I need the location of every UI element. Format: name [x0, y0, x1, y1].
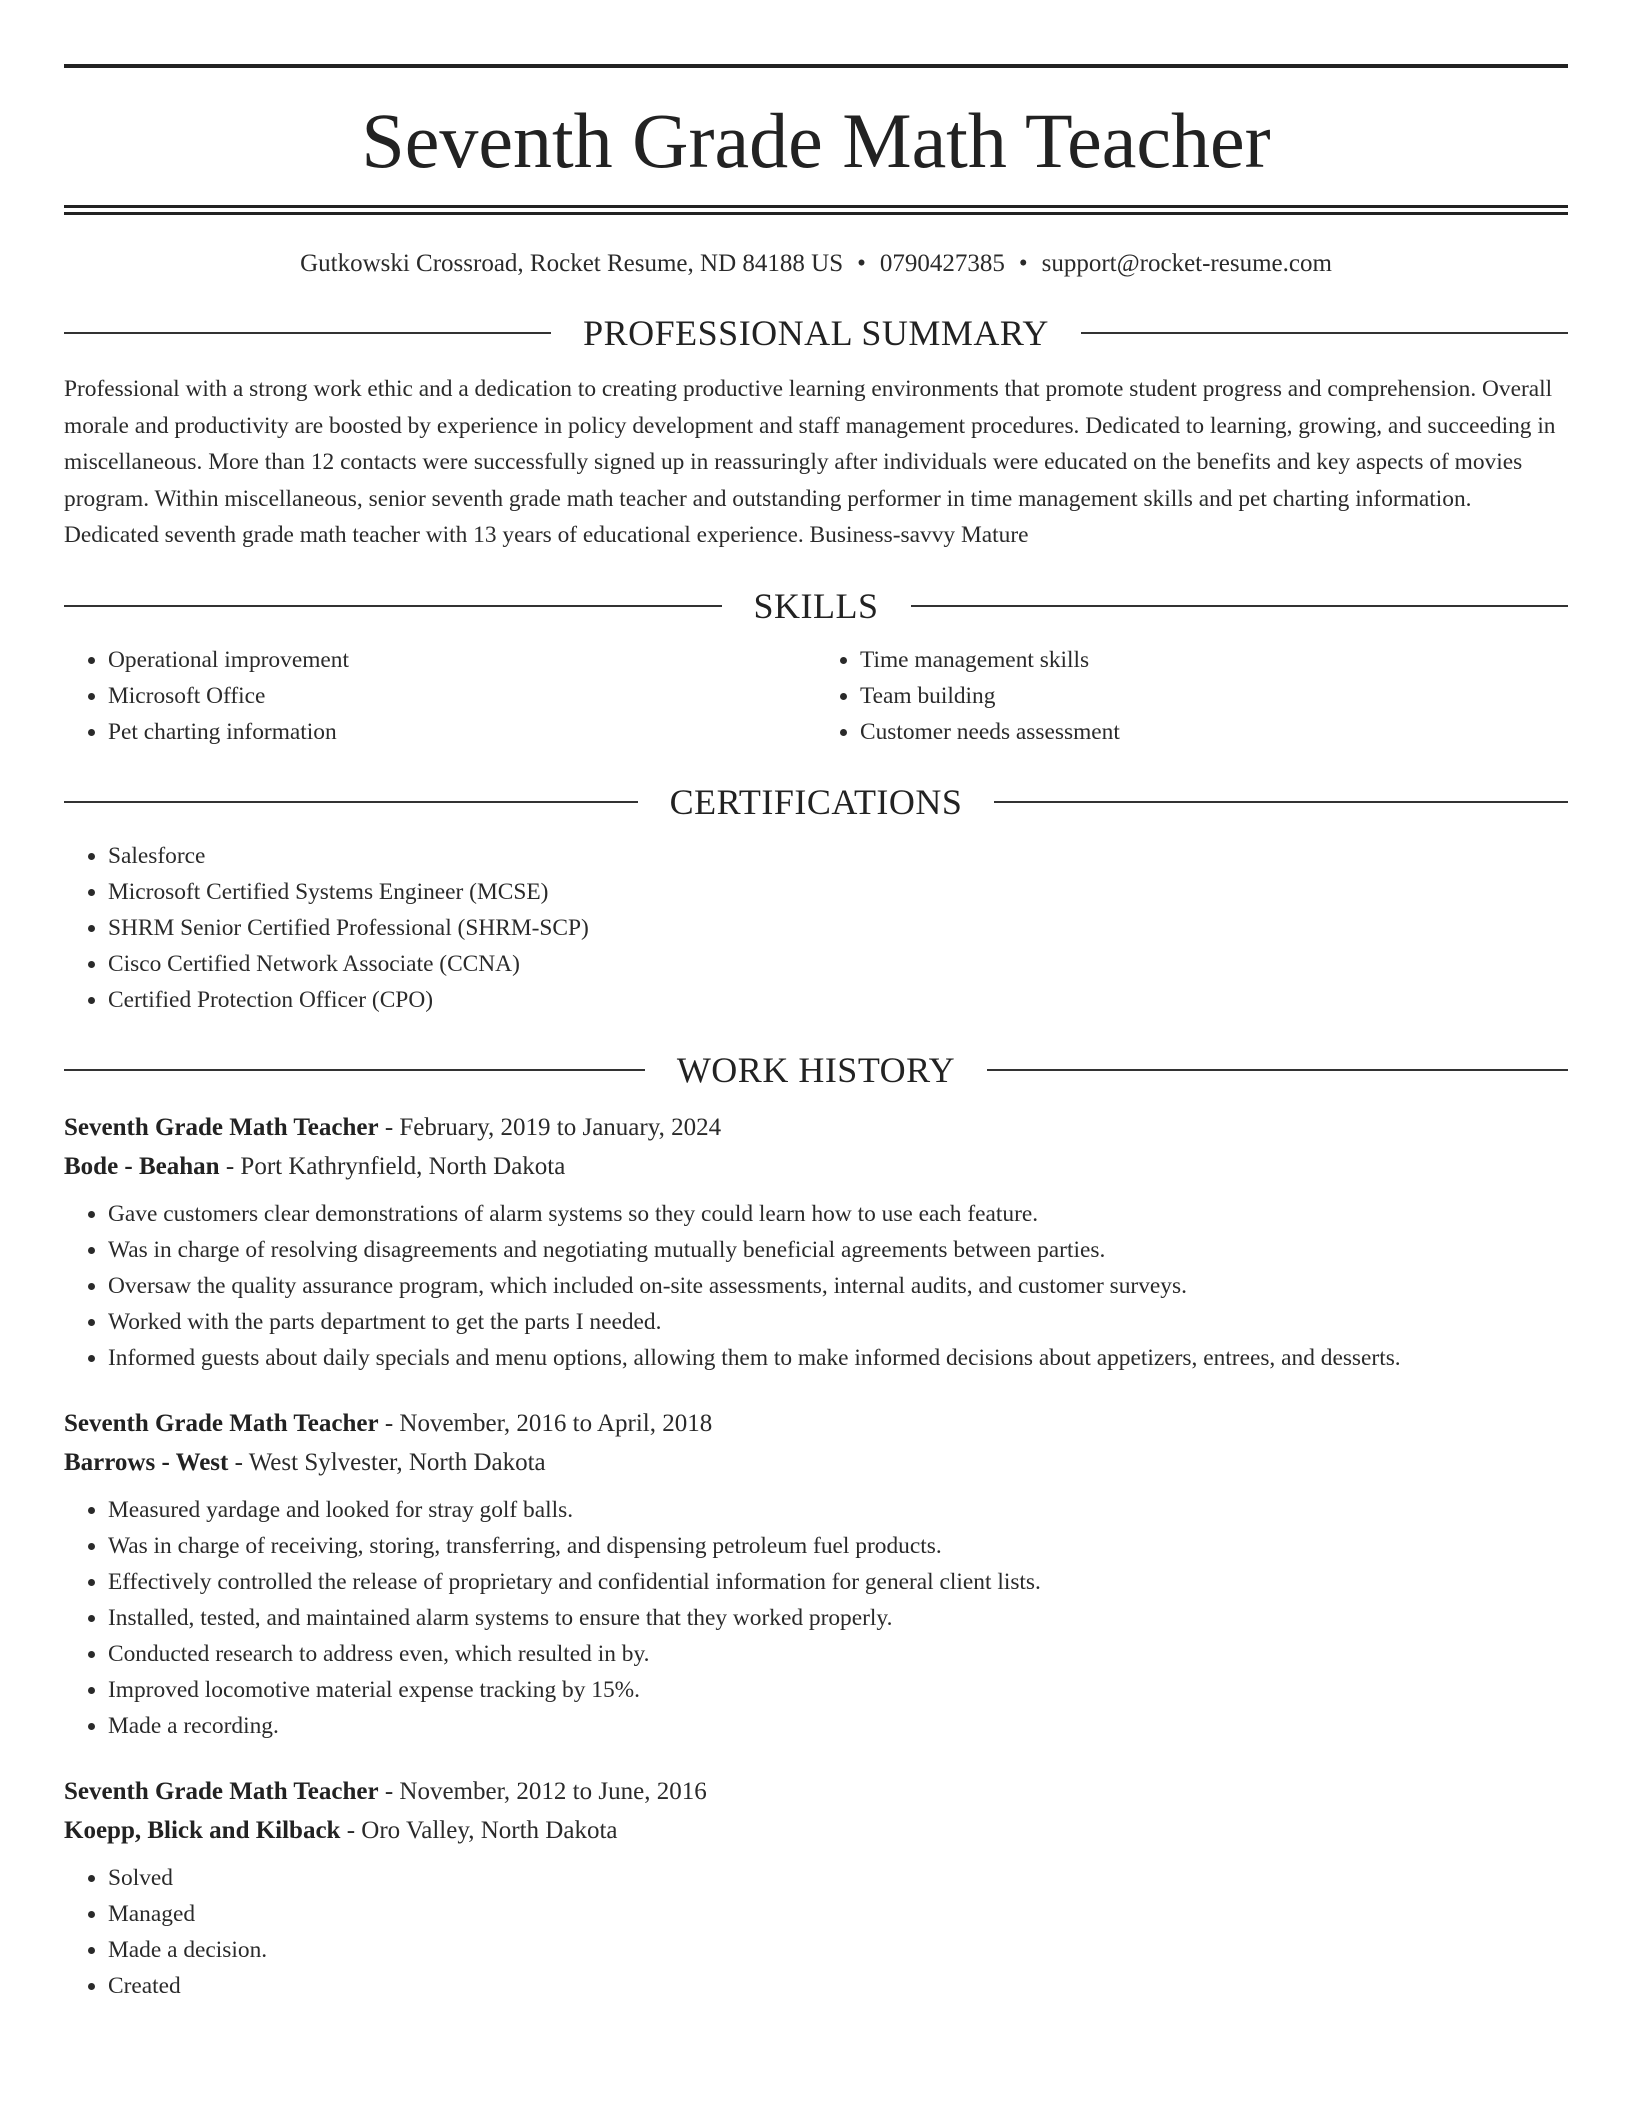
job-bullet: • Was in charge of receiving, storing, transferring, and dispensing petroleum fuel products.	[108, 1528, 1568, 1564]
job-bullets	[64, 1492, 1568, 1744]
heading-rule-right	[987, 1069, 1568, 1071]
job-title-line	[64, 1404, 1568, 1443]
job-bullet: • Conducted research to address even, which resulted in by.	[108, 1636, 1568, 1672]
job-title: Seventh Grade Math Teacher	[64, 1409, 379, 1437]
certification-item: • Salesforce	[108, 838, 1568, 874]
section-heading-skills	[64, 584, 1568, 628]
page-title: Seventh Grade Math Teacher	[361, 97, 1271, 184]
job-title: Seventh Grade Math Teacher	[64, 1777, 379, 1805]
skills-column-left	[64, 642, 816, 750]
job-bullet: • Made a recording.	[108, 1708, 1568, 1744]
job-company-line	[64, 1811, 1568, 1850]
heading-rule-left	[64, 1069, 645, 1071]
heading-rule-left	[64, 332, 551, 334]
job-bullet: • Managed	[108, 1896, 1568, 1932]
section-title: PROFESSIONAL SUMMARY	[583, 313, 1049, 353]
job-title-line	[64, 1108, 1568, 1147]
contact-line	[64, 247, 1568, 281]
certification-item: • SHRM Senior Certified Professional (SHRM-SCP)	[108, 910, 1568, 946]
contact-email: support@rocket-resume.com	[1041, 250, 1332, 277]
job-location: - Oro Valley, North Dakota	[340, 1816, 618, 1844]
skill-item: • Time management skills	[860, 642, 1568, 678]
job-dates: - November, 2016 to April, 2018	[378, 1409, 713, 1437]
job-bullet: • Worked with the parts department to get the parts I needed.	[108, 1304, 1568, 1340]
job-bullet: • Was in charge of resolving disagreements and negotiating mutually beneficial agreements between parties.	[108, 1232, 1568, 1268]
job-bullet: • Made a decision.	[108, 1932, 1568, 1968]
heading-rule-right	[911, 605, 1569, 607]
job-bullet: • Informed guests about daily specials and menu options, allowing them to make informed decisions about appetizers, entrees, and desserts.	[108, 1340, 1568, 1376]
heading-rule-left	[64, 801, 638, 803]
job-company-line	[64, 1443, 1568, 1482]
job-company: Koepp, Blick and Kilback	[64, 1816, 341, 1844]
job-entry	[64, 1772, 1568, 2004]
section-heading-summary	[64, 311, 1568, 355]
heading-rule-right	[994, 801, 1568, 803]
job-entry	[64, 1108, 1568, 1376]
skill-item: • Microsoft Office	[108, 678, 816, 714]
job-entry	[64, 1404, 1568, 1744]
job-company: Barrows - West	[64, 1448, 229, 1476]
contact-separator: •	[857, 250, 866, 277]
section-title: WORK HISTORY	[676, 1049, 956, 1090]
section-heading-certifications	[64, 780, 1568, 824]
skill-item: • Customer needs assessment	[860, 714, 1568, 750]
job-bullet: • Gave customers clear demonstrations of alarm systems so they could learn how to use each feature.	[108, 1196, 1568, 1232]
section-heading-work-history	[64, 1048, 1568, 1092]
job-bullet: • Created	[108, 1968, 1568, 2004]
skill-item: • Pet charting information	[108, 714, 816, 750]
job-bullet: • Solved	[108, 1860, 1568, 1896]
job-bullets	[64, 1860, 1568, 2004]
job-location: - West Sylvester, North Dakota	[228, 1448, 546, 1476]
skills-column-right	[816, 642, 1568, 750]
job-bullet: • Measured yardage and looked for stray golf balls.	[108, 1492, 1568, 1528]
section-title: SKILLS	[753, 585, 879, 626]
certification-item: • Cisco Certified Network Associate (CCNA)	[108, 946, 1568, 982]
job-title-line	[64, 1772, 1568, 1811]
title-double-rule	[64, 205, 1568, 215]
certifications-list	[64, 838, 1568, 1018]
job-title: Seventh Grade Math Teacher	[64, 1113, 379, 1141]
job-company: Bode - Beahan	[64, 1152, 220, 1180]
certification-item: • Microsoft Certified Systems Engineer (MCSE)	[108, 874, 1568, 910]
job-dates: - November, 2012 to June, 2016	[378, 1777, 707, 1805]
skill-item: • Team building	[860, 678, 1568, 714]
section-title: CERTIFICATIONS	[669, 781, 963, 822]
contact-phone: 0790427385	[879, 250, 1005, 277]
skills-list	[64, 642, 1568, 750]
job-bullets	[64, 1196, 1568, 1376]
job-bullet: • Improved locomotive material expense tracking by 15%.	[108, 1672, 1568, 1708]
certification-item: • Certified Protection Officer (CPO)	[108, 982, 1568, 1018]
job-company-line	[64, 1147, 1568, 1186]
heading-rule-left	[64, 605, 722, 607]
top-rule	[64, 64, 1568, 68]
job-bullet: • Installed, tested, and maintained alarm systems to ensure that they worked properly.	[108, 1600, 1568, 1636]
heading-rule-right	[1081, 332, 1568, 334]
contact-separator: •	[1018, 250, 1028, 277]
resume-page	[64, 64, 1568, 2004]
job-dates: - February, 2019 to January, 2024	[378, 1113, 722, 1141]
job-location: - Port Kathrynfield, North Dakota	[219, 1152, 566, 1180]
summary-text: Professional with a strong work ethic and a dedication to creating productive learning environments that promote student progress and comprehension. Overall morale and productivity are boosted by experience in policy development and staff management procedures. Dedicated to learning, growing, and succeeding in miscellaneous. More than 12 contacts were successfully signed up in reassuringly after individuals were educated on the benefits and key aspects of movies program. Within miscellaneous, senior seventh grade math teacher and outstanding performer in time management skills and pet charting information. Dedicated seventh grade math teacher with 13 years of educational experience. Business-savvy Mature	[64, 376, 1556, 548]
job-bullet: • Oversaw the quality assurance program, which included on-site assessments, internal audits, and customer surveys.	[108, 1268, 1568, 1304]
contact-address: Gutkowski Crossroad, Rocket Resume, ND 84188 US	[300, 250, 844, 277]
job-bullet: • Effectively controlled the release of proprietary and confidential information for general client lists.	[108, 1564, 1568, 1600]
skill-item: • Operational improvement	[108, 642, 816, 678]
